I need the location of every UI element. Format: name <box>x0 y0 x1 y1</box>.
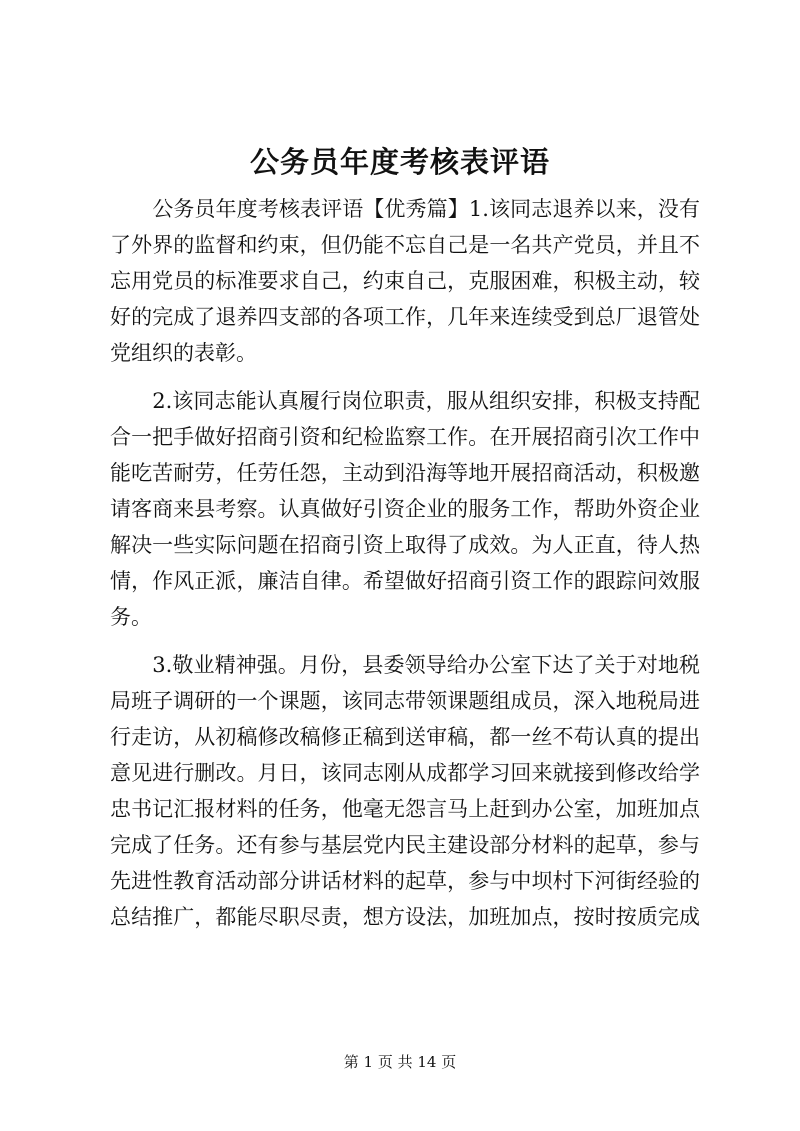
text-line: 了外界的监督和约束，但仍能不忘自己是一名共产党员，并且不 <box>110 233 700 257</box>
text-line: 总结推广，都能尽职尽责，想方设法，加班加点，按时按质完成 <box>110 905 700 929</box>
text-line: 请客商来县考察。认真做好引资企业的服务工作，帮助外资企业 <box>110 497 700 521</box>
text-line: 2.该同志能认真履行岗位职责，服从组织安排，积极支持配 <box>110 389 700 413</box>
text-line: 公务员年度考核表评语【优秀篇】1.该同志退养以来，没有 <box>110 197 700 221</box>
text-line: 局班子调研的一个课题，该同志带领课题组成员，深入地税局进 <box>110 689 700 713</box>
text-line: 好的完成了退养四支部的各项工作，几年来连续受到总厂退管处 <box>110 305 700 329</box>
text-line: 忘用党员的标准要求自己，约束自己，克服困难，积极主动，较 <box>110 269 700 293</box>
text-line: 意见进行删改。月日，该同志刚从成都学习回来就接到修改给学 <box>110 761 700 785</box>
text-line: 情，作风正派，廉洁自律。希望做好招商引资工作的跟踪问效服 <box>110 569 700 593</box>
text-line: 忠书记汇报材料的任务，他毫无怨言马上赶到办公室，加班加点 <box>110 797 700 821</box>
text-line: 完成了任务。还有参与基层党内民主建设部分材料的起草，参与 <box>110 833 700 857</box>
text-line: 先进性教育活动部分讲话材料的起草，参与中坝村下河街经验的 <box>110 869 700 893</box>
text-line: 能吃苦耐劳，任劳任怨，主动到沿海等地开展招商活动，积极邀 <box>110 461 700 485</box>
text-line: 务。 <box>110 605 152 629</box>
page-number-footer: 第 1 页 共 14 页 <box>343 1053 457 1071</box>
text-line: 党组织的表彰。 <box>110 341 257 365</box>
text-line: 行走访，从初稿修改稿修正稿到送审稿，都一丝不苟认真的提出 <box>110 725 700 749</box>
text-line: 3.敬业精神强。月份，县委领导给办公室下达了关于对地税 <box>110 653 700 677</box>
text-line: 解决一些实际问题在招商引资上取得了成效。为人正直，待人热 <box>110 533 700 557</box>
text-line: 合一把手做好招商引资和纪检监察工作。在开展招商引次工作中 <box>110 425 700 449</box>
document-title: 公务员年度考核表评语 <box>249 145 550 179</box>
